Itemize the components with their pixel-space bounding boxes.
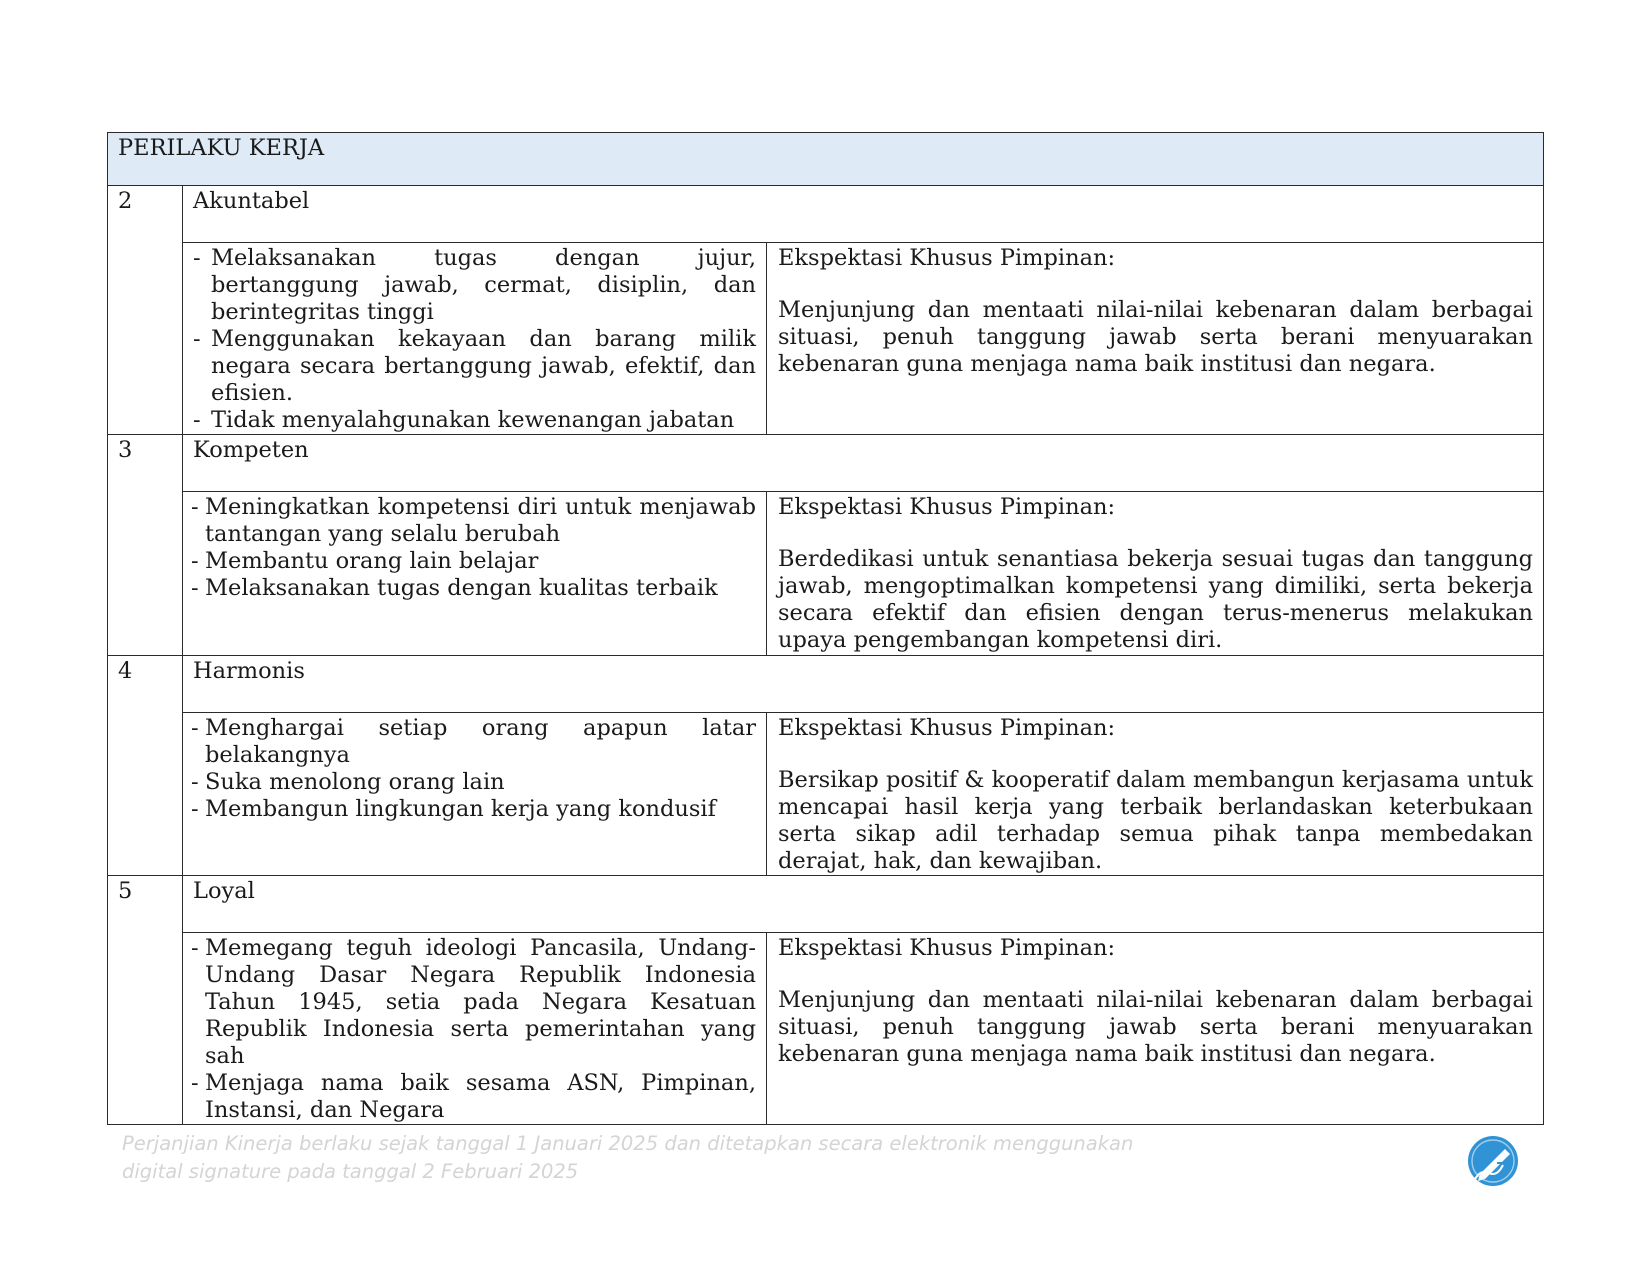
behavior-bullet (191, 548, 756, 575)
behavior-title: Harmonis (183, 656, 1544, 713)
behavior-title: Akuntabel (183, 186, 1544, 243)
dash-marker: - (193, 245, 201, 271)
footer-line-2: digital signature pada tanggal 2 Februari 2025 (122, 1160, 579, 1183)
expectation-cell (767, 713, 1544, 876)
behavior-bullet (191, 245, 756, 326)
expectation-cell (767, 492, 1544, 656)
expectation-label: Ekspektasi Khusus Pimpinan: (778, 935, 1116, 961)
behavior-bullets-cell (183, 713, 767, 876)
behavior-title: Loyal (183, 876, 1544, 933)
dash-marker: - (191, 796, 199, 822)
dash-marker: - (191, 494, 199, 520)
bullet-text: Membangun lingkungan kerja yang kondusif (205, 796, 716, 822)
dash-marker: - (193, 326, 201, 352)
behavior-title-row (108, 876, 1544, 933)
behavior-bullet-list (191, 935, 756, 1124)
behavior-title-row (108, 656, 1544, 713)
digital-signature-pen-icon (1467, 1135, 1519, 1187)
behavior-number: 2 (108, 186, 183, 435)
bullet-text: Tidak menyalahgunakan kewenangan jabatan (211, 407, 735, 433)
behavior-bullets-cell (183, 243, 767, 435)
behavior-bullet (191, 1070, 756, 1124)
bullet-text: Menghargai setiap orang apapun latar belakangnya (205, 715, 756, 768)
footer-note (122, 1130, 1133, 1186)
footer-line-1: Perjanjian Kinerja berlaku sejak tanggal 1 Januari 2025 dan ditetapkan secara elektronik menggunakan (122, 1132, 1134, 1155)
dash-marker: - (191, 548, 199, 574)
behavior-number: 5 (108, 876, 183, 1125)
behavior-detail-row (108, 713, 1544, 876)
bullet-text: Membantu orang lain belajar (205, 548, 539, 574)
behavior-bullet (191, 715, 756, 769)
behavior-bullet (191, 935, 756, 1070)
expectation-text: Menjunjung dan mentaati nilai-nilai kebenaran dalam berbagai situasi, penuh tanggung jawab serta berani menyuarakan kebenaran guna menjaga nama baik institusi dan negara. (778, 297, 1533, 377)
bullet-text: Meningkatkan kompetensi diri untuk menjawab tantangan yang selalu berubah (205, 494, 756, 547)
dash-marker: - (191, 1070, 199, 1096)
expectation-text: Menjunjung dan mentaati nilai-nilai kebenaran dalam berbagai situasi, penuh tanggung jawab serta berani menyuarakan kebenaran guna menjaga nama baik institusi dan negara. (778, 987, 1533, 1067)
behavior-number: 4 (108, 656, 183, 876)
behavior-bullet (191, 575, 756, 602)
behavior-bullets-cell (183, 492, 767, 656)
behavior-bullet-list (191, 245, 756, 434)
section-header-cell (108, 133, 1544, 186)
behavior-title-row (108, 435, 1544, 492)
dash-marker: - (191, 769, 199, 795)
bullet-text: Melaksanakan tugas dengan kualitas terbaik (205, 575, 718, 601)
expectation-label: Ekspektasi Khusus Pimpinan: (778, 245, 1116, 271)
bullet-text: Menggunakan kekayaan dan barang milik negara secara bertanggung jawab, efektif, dan efisien. (211, 326, 756, 406)
behavior-detail-row (108, 933, 1544, 1125)
behavior-title: Kompeten (183, 435, 1544, 492)
section-title: PERILAKU KERJA (118, 135, 325, 161)
behavior-bullet-list (191, 494, 756, 602)
perilaku-kerja-table (107, 132, 1544, 1125)
dash-marker: - (191, 575, 199, 601)
bullet-text: Memegang teguh ideologi Pancasila, Undang-Undang Dasar Negara Republik Indonesia Tahun 1945, setia pada Negara Kesatuan Republik Indonesia serta pemerintahan yang sah (205, 935, 756, 1069)
expectation-label: Ekspektasi Khusus Pimpinan: (778, 494, 1116, 520)
behavior-detail-row (108, 492, 1544, 656)
dash-marker: - (191, 715, 199, 741)
bullet-text: Menjaga nama baik sesama ASN, Pimpinan, Instansi, dan Negara (205, 1070, 756, 1123)
behavior-bullet (191, 407, 756, 434)
expectation-text: Berdedikasi untuk senantiasa bekerja sesuai tugas dan tanggung jawab, mengoptimalkan kompetensi yang dimiliki, serta bekerja secara efektif dan efisien dengan terus-menerus melakukan upaya pengembangan kompetensi diri. (778, 546, 1533, 653)
behavior-bullet-list (191, 715, 756, 823)
behavior-bullet (191, 769, 756, 796)
dash-marker: - (191, 935, 199, 961)
expectation-cell (767, 243, 1544, 435)
bullet-text: Melaksanakan tugas dengan jujur, bertanggung jawab, cermat, disiplin, dan berintegritas tinggi (211, 245, 756, 325)
behavior-detail-row (108, 243, 1544, 435)
expectation-text: Bersikap positif & kooperatif dalam membangun kerjasama untuk mencapai hasil kerja yang terbaik berlandaskan keterbukaan serta sikap adil terhadap semua pihak tanpa membedakan derajat, hak, dan kewajiban. (778, 767, 1533, 874)
bullet-text: Suka menolong orang lain (205, 769, 505, 795)
expectation-label: Ekspektasi Khusus Pimpinan: (778, 715, 1116, 741)
section-header-row (108, 133, 1544, 186)
behavior-bullets-cell (183, 933, 767, 1125)
behavior-bullet (191, 494, 756, 548)
dash-marker: - (193, 407, 201, 433)
behavior-bullet (191, 326, 756, 407)
behavior-number: 3 (108, 435, 183, 656)
expectation-cell (767, 933, 1544, 1125)
behavior-title-row (108, 186, 1544, 243)
behavior-bullet (191, 796, 756, 823)
